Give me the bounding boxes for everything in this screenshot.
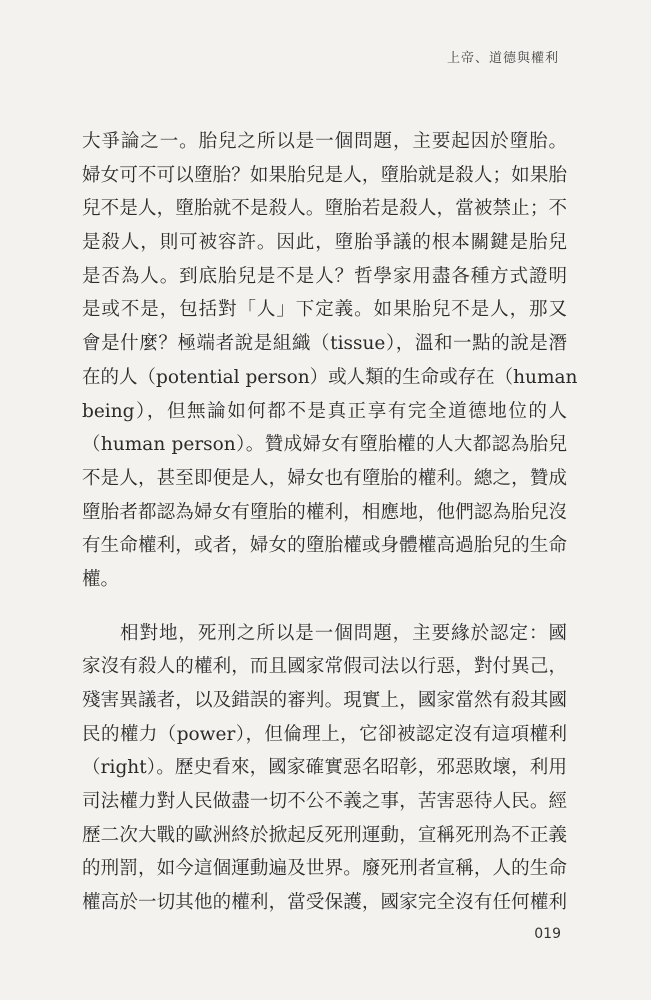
text-line: 是或不是，包括對「人」下定義。如果胎兒不是人，那又 bbox=[82, 299, 567, 321]
text-line: 歷二次大戰的歐洲終於掀起反死刑運動，宣稱死刑為不正義 bbox=[82, 824, 567, 846]
text-line: 大爭論之一。胎兒之所以是一個問題，主要起因於墮胎。 bbox=[82, 131, 567, 152]
text-line: 不是人，甚至即便是人，婦女也有墮胎的權利。總之，贊成 bbox=[82, 467, 567, 489]
text-line: 家沒有殺人的權利，而且國家常假司法以行惡，對付異己， bbox=[82, 656, 567, 678]
text-line: 權。 bbox=[82, 568, 120, 590]
text-line: 權高於一切其他的權利，當受保護，國家完全沒有任何權利 bbox=[82, 892, 567, 914]
text-line: 的刑罰，如今這個運動遍及世界。廢死刑者宣稱，人的生命 bbox=[82, 858, 567, 880]
text-line: （human person）。贊成婦女有墮胎權的人大都認為胎兒 bbox=[82, 434, 567, 456]
paragraph-1 bbox=[82, 125, 578, 597]
running-header: 上帝、道德與權利 bbox=[446, 51, 559, 66]
text-line: 民的權力（power），但倫理上，它卻被認定沒有這項權利 bbox=[82, 723, 567, 745]
text-line: 墮胎者都認為婦女有墮胎的權利，相應地，他們認為胎兒沒 bbox=[82, 501, 567, 523]
text-line: （right）。歷史看來，國家確實惡名昭彰，邪惡敗壞，利用 bbox=[82, 757, 567, 779]
text-line: being），但無論如何都不是真正享有完全道德地位的人 bbox=[82, 400, 567, 422]
text-line: 有生命權利，或者，婦女的墮胎權或身體權高過胎兒的生命 bbox=[82, 535, 567, 557]
text-line: 兒不是人，墮胎就不是殺人。墮胎若是殺人，當被禁止；不 bbox=[82, 198, 567, 220]
text-line: 會是什麼？極端者說是組織（tissue），溫和一點的說是潛 bbox=[82, 333, 567, 355]
body-text bbox=[82, 125, 578, 920]
page-number: 019 bbox=[534, 926, 561, 942]
text-line: 婦女可不可以墮胎？如果胎兒是人，墮胎就是殺人；如果胎 bbox=[82, 164, 567, 186]
paragraph-2 bbox=[82, 617, 567, 920]
text-line: 在的人（potential person）或人類的生命或存在（human bbox=[82, 366, 578, 388]
text-line: 相對地，死刑之所以是一個問題，主要緣於認定：國 bbox=[120, 622, 567, 644]
text-line: 殘害異議者，以及錯誤的審判。現實上，國家當然有殺其國 bbox=[82, 690, 567, 711]
paragraph-gap bbox=[82, 597, 567, 617]
text-line: 司法權力對人民做盡一切不公不義之事，苦害惡待人民。經 bbox=[82, 791, 567, 813]
text-line: 是否為人。到底胎兒是不是人？哲學家用盡各種方式證明 bbox=[82, 265, 567, 287]
text-line: 是殺人，則可被容許。因此，墮胎爭議的根本關鍵是胎兒 bbox=[82, 232, 567, 254]
